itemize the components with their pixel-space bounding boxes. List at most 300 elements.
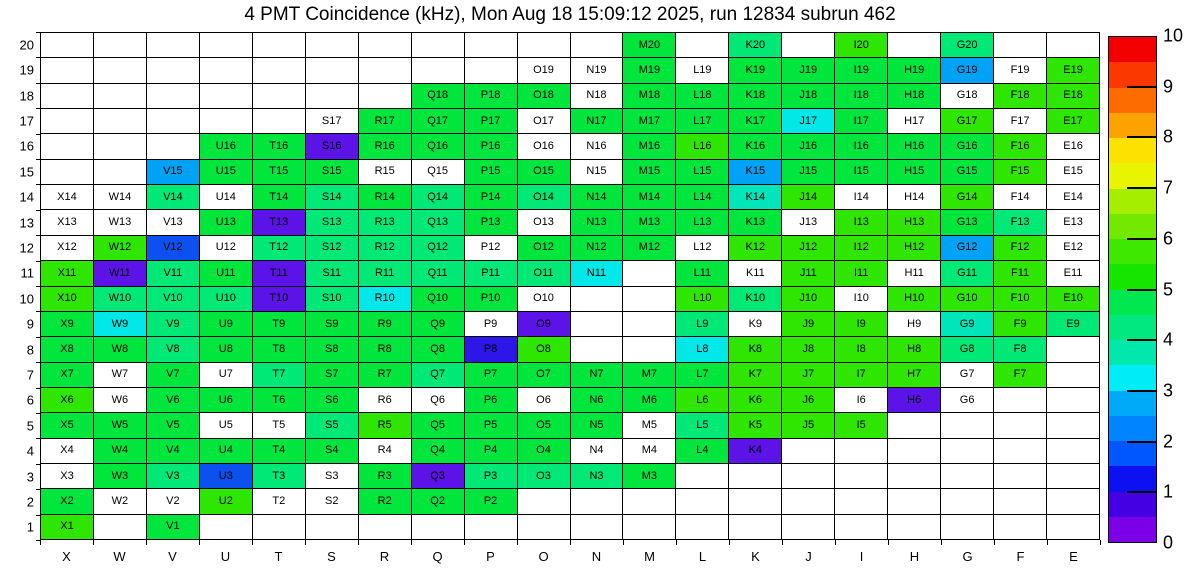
y-axis-tick [36,261,40,262]
heatmap-cell [94,58,146,82]
y-axis-tick [36,311,40,312]
heatmap-cell [359,515,411,539]
heatmap-cell: F14 [994,185,1046,209]
colorbar-tick-label: 5 [1163,279,1174,299]
heatmap-cell: L8 [676,337,728,361]
x-axis-label: I [859,549,864,564]
heatmap-cell [253,109,305,133]
heatmap-cell: K16 [729,134,781,158]
chart-title: 4 PMT Coincidence (kHz), Mon Aug 18 15:09:12 2025, run 12834 subrun 462 [244,4,896,25]
heatmap-cell: E16 [1047,134,1099,158]
heatmap-cell [253,58,305,82]
heatmap-cell: P2 [465,489,517,513]
heatmap-cell: J18 [782,84,834,108]
heatmap-cell [41,58,93,82]
heatmap-cell: M3 [623,464,675,488]
heatmap-cell: K17 [729,109,781,133]
heatmap-cell: I9 [835,312,887,336]
heatmap-cell: P7 [465,363,517,387]
y-axis-label: 2 [26,494,34,510]
heatmap-cell: S14 [306,185,358,209]
heatmap-cell: M14 [623,185,675,209]
heatmap-cell [888,439,940,463]
heatmap-cell: V11 [147,261,199,285]
heatmap-cell: N11 [571,261,623,285]
heatmap-cell: S10 [306,287,358,311]
heatmap-cell: R15 [359,160,411,184]
colorbar-band [1109,416,1156,441]
colorbar-band [1109,62,1156,87]
heatmap-cell: U3 [200,464,252,488]
heatmap-cell: N14 [571,185,623,209]
x-axis-tick [93,540,94,545]
heatmap-cell: H17 [888,109,940,133]
y-axis-label: 12 [19,240,34,256]
heatmap-cell [253,33,305,57]
heatmap-cell: W5 [94,413,146,437]
heatmap-cell: V12 [147,236,199,260]
colorbar-tick-label: 3 [1163,380,1174,401]
heatmap-cell: U14 [200,185,252,209]
heatmap-cell [571,312,623,336]
y-axis-tick [36,159,40,160]
heatmap-cell [200,84,252,108]
heatmap-cell: G9 [941,312,993,336]
y-axis-tick [36,540,40,541]
y-axis-tick [36,362,40,363]
heatmap-cell: R2 [359,489,411,513]
y-axis-label: 19 [19,62,34,78]
heatmap-cell [412,515,464,539]
colorbar-band [1109,214,1156,239]
colorbar-band [1109,37,1156,62]
colorbar-band [1109,365,1156,390]
heatmap-cell [1047,363,1099,387]
colorbar-tick [1127,136,1157,138]
heatmap-cell: U12 [200,236,252,260]
heatmap-cell: K20 [729,33,781,57]
heatmap-cell: G18 [941,84,993,108]
heatmap-cell [359,84,411,108]
heatmap-cell: X5 [41,413,93,437]
heatmap-cell: T3 [253,464,305,488]
heatmap-cell: L10 [676,287,728,311]
colorbar-band [1109,315,1156,340]
heatmap-cell: S8 [306,337,358,361]
heatmap-cell: F11 [994,261,1046,285]
heatmap-cell [571,489,623,513]
colorbar-tick [1127,441,1157,443]
y-axis-tick [36,83,40,84]
heatmap-cell: L5 [676,413,728,437]
heatmap-cell: P10 [465,287,517,311]
heatmap-cell: J7 [782,363,834,387]
y-axis-label: 5 [26,418,34,434]
heatmap-cell: F12 [994,236,1046,260]
heatmap-cell: H8 [888,337,940,361]
heatmap-cell: U6 [200,388,252,412]
heatmap-cell: E10 [1047,287,1099,311]
heatmap-cell [94,33,146,57]
heatmap-cell: U9 [200,312,252,336]
heatmap-cell [465,33,517,57]
heatmap-cell: S16 [306,134,358,158]
heatmap-cell [676,515,728,539]
heatmap-cell: Q16 [412,134,464,158]
heatmap-cell: O7 [518,363,570,387]
heatmap-cell [994,489,1046,513]
heatmap-cell: R8 [359,337,411,361]
heatmap-cell: Q11 [412,261,464,285]
heatmap-cell [729,489,781,513]
heatmap-cell: H16 [888,134,940,158]
heatmap-cell: Q10 [412,287,464,311]
heatmap-cell: R3 [359,464,411,488]
heatmap-cell: I15 [835,160,887,184]
heatmap-cell: J9 [782,312,834,336]
colorbar-tick [1127,289,1157,291]
x-axis-tick [146,540,147,545]
heatmap-cell [41,33,93,57]
heatmap-cell: H18 [888,84,940,108]
heatmap-cell: W2 [94,489,146,513]
colorbar-band [1109,264,1156,289]
heatmap-cell: P17 [465,109,517,133]
heatmap-cell: G20 [941,33,993,57]
heatmap-cell [1047,388,1099,412]
heatmap-cell [518,33,570,57]
heatmap-cell: F8 [994,337,1046,361]
heatmap-cell: N13 [571,210,623,234]
x-axis-label: M [644,549,655,564]
heatmap-cell [412,58,464,82]
y-axis-label: 8 [26,342,34,357]
heatmap-cell [147,84,199,108]
heatmap-cell: T12 [253,236,305,260]
heatmap-cell [835,439,887,463]
heatmap-cell: J5 [782,413,834,437]
colorbar-band [1109,138,1156,163]
heatmap-cell: H12 [888,236,940,260]
heatmap-cell: W3 [94,464,146,488]
x-axis-tick [40,540,41,545]
heatmap-cell [994,439,1046,463]
colorbar-tick-label: 4 [1163,329,1174,350]
x-axis-label: K [751,549,760,564]
colorbar-band [1109,517,1156,542]
heatmap-cell: Q5 [412,413,464,437]
heatmap-cell: L17 [676,109,728,133]
heatmap-cell: M5 [623,413,675,437]
heatmap-cell: Q15 [412,160,464,184]
heatmap-cell: O8 [518,337,570,361]
heatmap-cell: S15 [306,160,358,184]
heatmap-cell [1047,515,1099,539]
heatmap-cell: U2 [200,489,252,513]
heatmap-cell [94,515,146,539]
heatmap-cell: W6 [94,388,146,412]
x-axis-tick [464,540,465,545]
heatmap-cell: L9 [676,312,728,336]
heatmap-cell [1047,489,1099,513]
heatmap-cell [1047,33,1099,57]
heatmap-cell: I16 [835,134,887,158]
heatmap-cell: F17 [994,109,1046,133]
heatmap-cell: L12 [676,236,728,260]
heatmap-cell: X14 [41,185,93,209]
heatmap-cell: I18 [835,84,887,108]
colorbar-tick-label: 8 [1163,126,1174,147]
heatmap-cell: V13 [147,210,199,234]
heatmap-cell: X13 [41,210,93,234]
heatmap-cell [623,337,675,361]
heatmap-cell [200,58,252,82]
heatmap-grid [40,32,1100,540]
heatmap-cell: R9 [359,312,411,336]
heatmap-cell: R4 [359,439,411,463]
heatmap-cell: S2 [306,489,358,513]
heatmap-cell [200,33,252,57]
heatmap-cell: G11 [941,261,993,285]
heatmap-cell: Q18 [412,84,464,108]
heatmap-cell: T14 [253,185,305,209]
x-axis-label: H [909,549,920,564]
heatmap-cell: S4 [306,439,358,463]
heatmap-cell: X6 [41,388,93,412]
heatmap-cell: K14 [729,185,781,209]
heatmap-cell: F13 [994,210,1046,234]
heatmap-cell [782,515,834,539]
heatmap-cell: G12 [941,236,993,260]
heatmap-cell: K4 [729,439,781,463]
x-axis-label: G [962,549,973,564]
heatmap-cell: X3 [41,464,93,488]
x-axis-label: N [591,549,602,564]
heatmap-cell: O13 [518,210,570,234]
heatmap-cell: R16 [359,134,411,158]
heatmap-cell: V6 [147,388,199,412]
heatmap-cell [306,58,358,82]
heatmap-cell [623,312,675,336]
heatmap-cell: G16 [941,134,993,158]
y-axis-label: 7 [26,367,34,383]
y-axis-label: 20 [19,37,34,53]
heatmap-cell: T8 [253,337,305,361]
heatmap-cell: I14 [835,185,887,209]
heatmap-cell: N16 [571,134,623,158]
heatmap-cell: G14 [941,185,993,209]
y-axis-label: 18 [19,88,34,103]
y-axis-label: 3 [26,469,34,484]
heatmap-cell [941,489,993,513]
x-axis-tick [517,540,518,545]
heatmap-cell: R7 [359,363,411,387]
heatmap-cell: N15 [571,160,623,184]
heatmap-cell: U11 [200,261,252,285]
heatmap-cell [359,58,411,82]
heatmap-cell: U13 [200,210,252,234]
heatmap-cell: X8 [41,337,93,361]
y-axis-tick [36,134,40,135]
heatmap-cell: O16 [518,134,570,158]
heatmap-cell [676,33,728,57]
heatmap-cell: F9 [994,312,1046,336]
y-axis-tick [36,438,40,439]
heatmap-cell: K12 [729,236,781,260]
colorbar-tick-label: 1 [1163,481,1174,502]
heatmap-cell: X12 [41,236,93,260]
heatmap-cell [782,464,834,488]
heatmap-cell: S12 [306,236,358,260]
colorbar-band [1109,492,1156,517]
heatmap-cell: P9 [465,312,517,336]
heatmap-cell: T4 [253,439,305,463]
heatmap-cell: R5 [359,413,411,437]
heatmap-cell: G8 [941,337,993,361]
heatmap-cell [888,489,940,513]
heatmap-cell: P3 [465,464,517,488]
x-axis-tick [782,540,783,545]
heatmap-cell [994,413,1046,437]
heatmap-cell: Q3 [412,464,464,488]
heatmap-cell: T2 [253,489,305,513]
heatmap-cell [941,515,993,539]
heatmap-cell: N6 [571,388,623,412]
heatmap-cell [306,515,358,539]
heatmap-cell [782,489,834,513]
y-axis-tick [36,388,40,389]
colorbar-band [1109,239,1156,264]
heatmap-cell: K11 [729,261,781,285]
heatmap-cell [888,515,940,539]
heatmap-cell [41,84,93,108]
heatmap-cell: F7 [994,363,1046,387]
x-axis-label: Q [432,549,443,564]
heatmap-cell: O9 [518,312,570,336]
colorbar-band [1109,441,1156,466]
heatmap-cell: R11 [359,261,411,285]
heatmap-cell: K5 [729,413,781,437]
heatmap-cell: E13 [1047,210,1099,234]
colorbar-tick-label: 7 [1163,177,1174,198]
colorbar-band [1109,189,1156,214]
y-axis-tick [36,489,40,490]
y-axis-tick [36,464,40,465]
heatmap-cell: P8 [465,337,517,361]
heatmap-cell [1047,439,1099,463]
heatmap-cell: E15 [1047,160,1099,184]
heatmap-cell: Q6 [412,388,464,412]
heatmap-cell [306,33,358,57]
heatmap-cell: S13 [306,210,358,234]
heatmap-cell: W9 [94,312,146,336]
heatmap-cell: M7 [623,363,675,387]
heatmap-cell [729,464,781,488]
heatmap-cell: H13 [888,210,940,234]
x-axis-tick [252,540,253,545]
heatmap-cell: H10 [888,287,940,311]
heatmap-cell: M20 [623,33,675,57]
heatmap-cell: O14 [518,185,570,209]
heatmap-cell [835,464,887,488]
heatmap-cell: T10 [253,287,305,311]
heatmap-cell [888,464,940,488]
x-axis-tick [623,540,624,545]
colorbar-tick-label: 10 [1163,25,1184,46]
heatmap-cell: U4 [200,439,252,463]
heatmap-cell [835,515,887,539]
y-axis-tick [36,57,40,58]
heatmap-cell: J17 [782,109,834,133]
heatmap-cell: E9 [1047,312,1099,336]
x-axis-tick [941,540,942,545]
heatmap-cell: H19 [888,58,940,82]
heatmap-cell: G17 [941,109,993,133]
colorbar-band [1109,113,1156,138]
heatmap-cell: H6 [888,388,940,412]
heatmap-cell: U7 [200,363,252,387]
heatmap-cell [782,439,834,463]
x-axis-tick [888,540,889,545]
heatmap-cell: O19 [518,58,570,82]
heatmap-cell: O4 [518,439,570,463]
heatmap-cell: J11 [782,261,834,285]
heatmap-cell: R12 [359,236,411,260]
y-axis-tick [36,184,40,185]
x-axis-tick [305,540,306,545]
heatmap-cell: K19 [729,58,781,82]
heatmap-cell [94,134,146,158]
heatmap-cell: L18 [676,84,728,108]
heatmap-cell: R10 [359,287,411,311]
y-axis-label: 11 [20,265,34,281]
heatmap-cell: V3 [147,464,199,488]
heatmap-cell: L7 [676,363,728,387]
heatmap-cell: Q9 [412,312,464,336]
heatmap-cell: G10 [941,287,993,311]
heatmap-cell: S5 [306,413,358,437]
heatmap-cell [465,515,517,539]
heatmap-cell: T5 [253,413,305,437]
heatmap-cell: J15 [782,160,834,184]
heatmap-cell [571,287,623,311]
y-axis-tick [36,32,40,33]
y-axis-label: 16 [19,138,34,154]
heatmap-cell: V9 [147,312,199,336]
heatmap-cell [200,515,252,539]
heatmap-cell: H7 [888,363,940,387]
heatmap-cell: P5 [465,413,517,437]
heatmap-cell: P16 [465,134,517,158]
x-axis-tick [676,540,677,545]
heatmap-cell: X9 [41,312,93,336]
colorbar-tick-label: 9 [1163,76,1174,97]
heatmap-cell [571,33,623,57]
y-axis-tick [36,210,40,211]
heatmap-cell: T9 [253,312,305,336]
heatmap-cell: K9 [729,312,781,336]
heatmap-cell: U16 [200,134,252,158]
heatmap-cell [94,160,146,184]
heatmap-cell [147,134,199,158]
heatmap-cell [94,109,146,133]
heatmap-cell: S7 [306,363,358,387]
heatmap-cell: I10 [835,287,887,311]
y-axis-tick [36,413,40,414]
heatmap-cell [623,287,675,311]
heatmap-cell: V8 [147,337,199,361]
heatmap-cell: L4 [676,439,728,463]
